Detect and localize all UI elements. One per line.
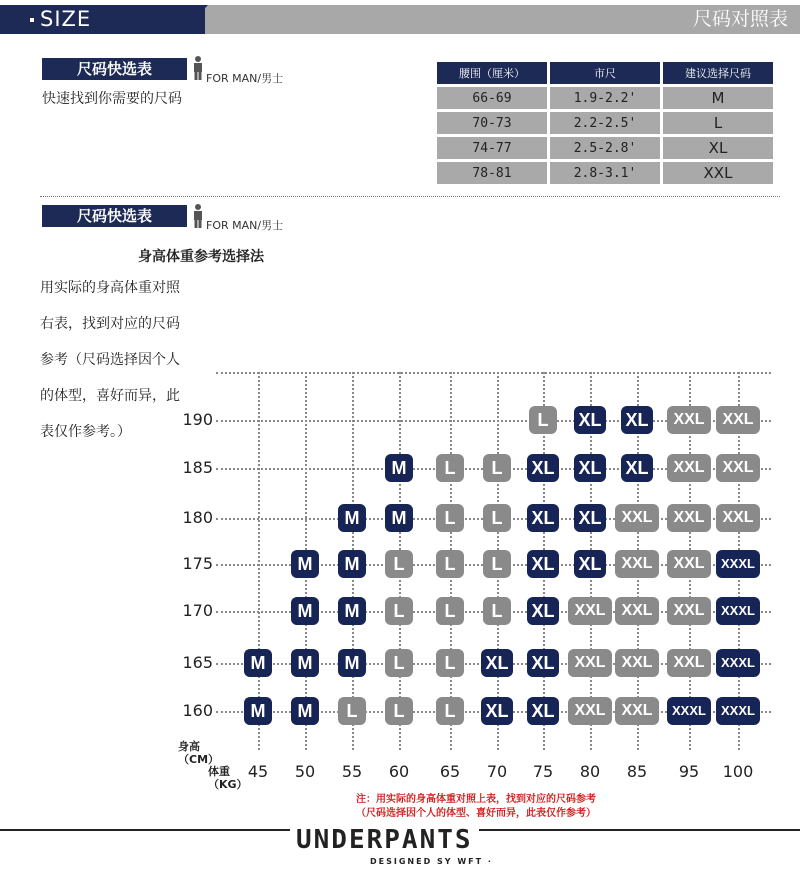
size-badge: XL [574,454,606,482]
size-badge: XL [527,454,559,482]
table-cell: M [663,87,773,109]
x-tick-label: 75 [532,762,554,781]
size-badge: L [483,550,511,578]
size-badge: XXL [615,597,659,625]
x-tick-label: 60 [388,762,410,781]
paragraph-line: 的体型，喜好而异，此 [40,388,180,404]
size-badge: XL [574,406,606,434]
y-tick-label: 190 [182,410,213,429]
size-badge: XL [621,406,653,434]
size-badge: XL [527,550,559,578]
size-badge: L [385,550,413,578]
size-badge: M [291,697,319,725]
y-tick-label: 185 [182,458,213,477]
size-badge: XXXL [716,649,760,677]
size-badge: XXXL [667,697,711,725]
size-badge: M [291,649,319,677]
size-badge: L [436,504,464,532]
col-header-size: 建议选择尺码 [663,62,773,84]
size-badge: XL [574,504,606,532]
size-badge: XXXL [716,697,760,725]
size-badge: XXL [667,454,711,482]
size-badge: M [338,649,366,677]
size-badge: M [244,697,272,725]
size-badge: L [338,697,366,725]
page-title-cn: 尺码对照表 [692,8,788,30]
size-badge: L [483,504,511,532]
x-tick-label: 45 [247,762,269,781]
height-weight-tag: 尺码快选表 [42,205,187,227]
size-badge: XL [574,550,606,578]
brand-logo: UNDERPANTS [290,825,479,855]
quick-size-tag: 尺码快选表 [42,58,187,80]
size-badge: XL [527,504,559,532]
size-badge: XXL [667,406,711,434]
size-badge: XL [527,649,559,677]
size-badge: XXL [667,504,711,532]
for-man-label: FOR MAN/男士 [206,72,284,85]
paragraph-line: 参考（尺码选择因个人 [40,352,180,368]
grid-vline [258,372,260,750]
size-badge: XXL [716,454,760,482]
y-tick-label: 165 [182,653,213,672]
size-badge: XXL [568,597,612,625]
size-badge: M [338,504,366,532]
size-badge: M [338,597,366,625]
y-tick-label: 180 [182,508,213,527]
table-cell: 2.5-2.8' [550,137,660,159]
size-badge: XXL [716,406,760,434]
size-badge: XXL [667,597,711,625]
col-header-shichi: 市尺 [550,62,660,84]
size-badge: XL [527,597,559,625]
x-tick-label: 85 [626,762,648,781]
size-badge: L [385,697,413,725]
table-cell: 66-69 [437,87,547,109]
size-badge: XXXL [716,597,760,625]
x-tick-label: 70 [486,762,508,781]
size-badge: XXL [568,697,612,725]
y-axis-title [178,740,219,766]
size-badge: XL [527,697,559,725]
size-badge: M [385,454,413,482]
quick-size-desc: 快速找到你需要的尺码 [42,91,182,107]
size-badge: XXL [615,504,659,532]
size-badge: XXL [568,649,612,677]
size-badge: L [385,649,413,677]
size-badge: XL [621,454,653,482]
table-cell: 1.9-2.2' [550,87,660,109]
size-badge: XXL [615,649,659,677]
table-cell: 2.8-3.1' [550,162,660,184]
method-subtitle: 身高体重参考选择法 [138,249,264,265]
paragraph-line: 用实际的身高体重对照 [40,280,180,296]
x-tick-label: 100 [722,762,754,781]
table-cell: 78-81 [437,162,547,184]
page-title: SIZE [40,7,92,31]
x-tick-label: 95 [678,762,700,781]
chart-note-line: （尺码选择因个人的体型、喜好而异，此表仅作参考） [356,808,596,819]
size-badge: XXXL [716,550,760,578]
size-badge: XXL [615,550,659,578]
x-tick-label: 55 [341,762,363,781]
x-tick-label: 65 [439,762,461,781]
paragraph-line: 表仅作参考。） [40,424,131,440]
size-badge: L [436,550,464,578]
table-cell: L [663,112,773,134]
grid-hline [216,372,771,374]
size-badge: XL [481,697,513,725]
size-badge: XXL [667,550,711,578]
size-badge: L [483,454,511,482]
size-badge: L [385,597,413,625]
size-badge: M [338,550,366,578]
size-badge: XXL [716,504,760,532]
paragraph-line: 右表，找到对应的尺码 [40,316,180,332]
x-axis-label: 体重 [208,765,230,778]
size-badge: M [385,504,413,532]
x-tick-label: 50 [294,762,316,781]
x-axis-unit: （KG） [208,778,248,791]
for-man-label: FOR MAN/男士 [206,219,284,232]
size-badge: M [291,550,319,578]
size-badge: L [436,697,464,725]
size-badge: L [483,597,511,625]
size-badge: M [291,597,319,625]
brand-subtitle: DESIGNED SY WFT · [370,857,493,866]
size-badge: L [529,406,557,434]
size-badge: L [436,454,464,482]
size-badge: XXL [615,697,659,725]
table-cell: 70-73 [437,112,547,134]
size-badge: L [436,649,464,677]
size-badge: XXL [667,649,711,677]
table-cell: 2.2-2.5' [550,112,660,134]
y-tick-label: 170 [182,601,213,620]
table-cell: XXL [663,162,773,184]
y-tick-label: 175 [182,554,213,573]
y-axis-label: 身高 [178,740,200,753]
size-badge: M [244,649,272,677]
size-badge: L [436,597,464,625]
x-axis-title [208,765,248,791]
table-cell: 74-77 [437,137,547,159]
y-tick-label: 160 [182,701,213,720]
chart-note-line: 注：用实际的身高体重对照上表，找到对应的尺码参考 [356,794,596,805]
y-axis-unit: （CM） [178,753,220,766]
x-tick-label: 80 [579,762,601,781]
size-badge: XL [481,649,513,677]
col-header-waist: 腰围（厘米） [437,62,547,84]
chart-note [356,793,596,821]
table-cell: XL [663,137,773,159]
